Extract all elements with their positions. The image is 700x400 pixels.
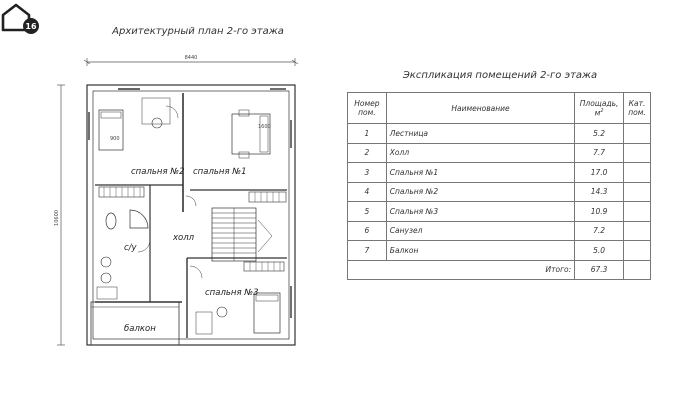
height-dimension-label: 10600 [54,210,60,226]
table-row [348,124,651,144]
bed1-dimension: 1600 [258,124,271,130]
row-area: 10.9 [575,202,624,222]
header-area [575,93,624,124]
row-area: 7.7 [575,143,624,163]
table-row [348,202,651,222]
table-row [348,163,651,183]
row-name: Санузел [386,221,574,241]
bed2-dimension: 900 [110,136,120,142]
sink [101,273,111,283]
table-row [348,143,651,163]
toilet [106,213,116,229]
bed-bedroom3 [254,293,280,333]
row-num: 5 [348,202,387,222]
row-cat [624,124,651,144]
table-title: Экспликация помещений 2-го этажа [402,70,598,81]
wardrobe [99,187,144,197]
plan-title: Архитектурный план 2-го этажа [112,26,284,37]
room-explication-table [347,92,651,280]
row-name: Спальня №1 [386,163,574,183]
room-label-bedroom3: спальня №3 [205,288,259,298]
row-name: Спальня №3 [386,202,574,222]
header-num: Номер пом. [348,93,387,124]
row-area: 5.2 [575,124,624,144]
shower [130,210,148,228]
header-area-text: Площадь, м [579,98,619,118]
row-cat [624,143,651,163]
desk-bedroom2 [142,98,170,124]
bed-bedroom1 [232,114,270,154]
wardrobe [249,192,286,202]
row-num: 3 [348,163,387,183]
row-area: 5.0 [575,241,624,261]
logo-badge: 16 [25,22,37,31]
table-row [348,182,651,202]
row-area: 17.0 [575,163,624,183]
total-label: Итого: [348,260,575,280]
row-cat [624,221,651,241]
row-num: 7 [348,241,387,261]
header-name: Наименование [386,93,574,124]
row-name: Лестница [386,124,574,144]
room-label-bathroom: с/у [124,243,137,253]
sink [101,257,111,267]
row-name: Спальня №2 [386,182,574,202]
width-dimension-label: 8440 [184,55,198,61]
bed-bedroom2 [99,110,123,150]
row-area: 7.2 [575,221,624,241]
row-cat [624,202,651,222]
total-value: 67.3 [575,260,624,280]
total-cat [624,260,651,280]
header-area-unit: 2 [600,107,604,114]
floor-plan [0,0,340,400]
row-name: Балкон [386,241,574,261]
row-cat [624,163,651,183]
row-num: 2 [348,143,387,163]
row-name: Холл [386,143,574,163]
room-label-bedroom2: спальня №2 [131,167,185,177]
row-num: 1 [348,124,387,144]
row-num: 6 [348,221,387,241]
row-num: 4 [348,182,387,202]
washing-machine [97,287,117,299]
room-label-balcony: балкон [124,324,156,334]
room-label-hall: холл [173,233,195,243]
table-row [348,241,651,261]
row-area: 14.3 [575,182,624,202]
table-header-row [348,93,651,124]
row-cat [624,182,651,202]
table-total-row [348,260,651,280]
header-cat: Кат. пом. [624,93,651,124]
row-cat [624,241,651,261]
table-row [348,221,651,241]
room-label-bedroom1: спальня №1 [193,167,247,177]
desk-bedroom3 [196,312,212,334]
